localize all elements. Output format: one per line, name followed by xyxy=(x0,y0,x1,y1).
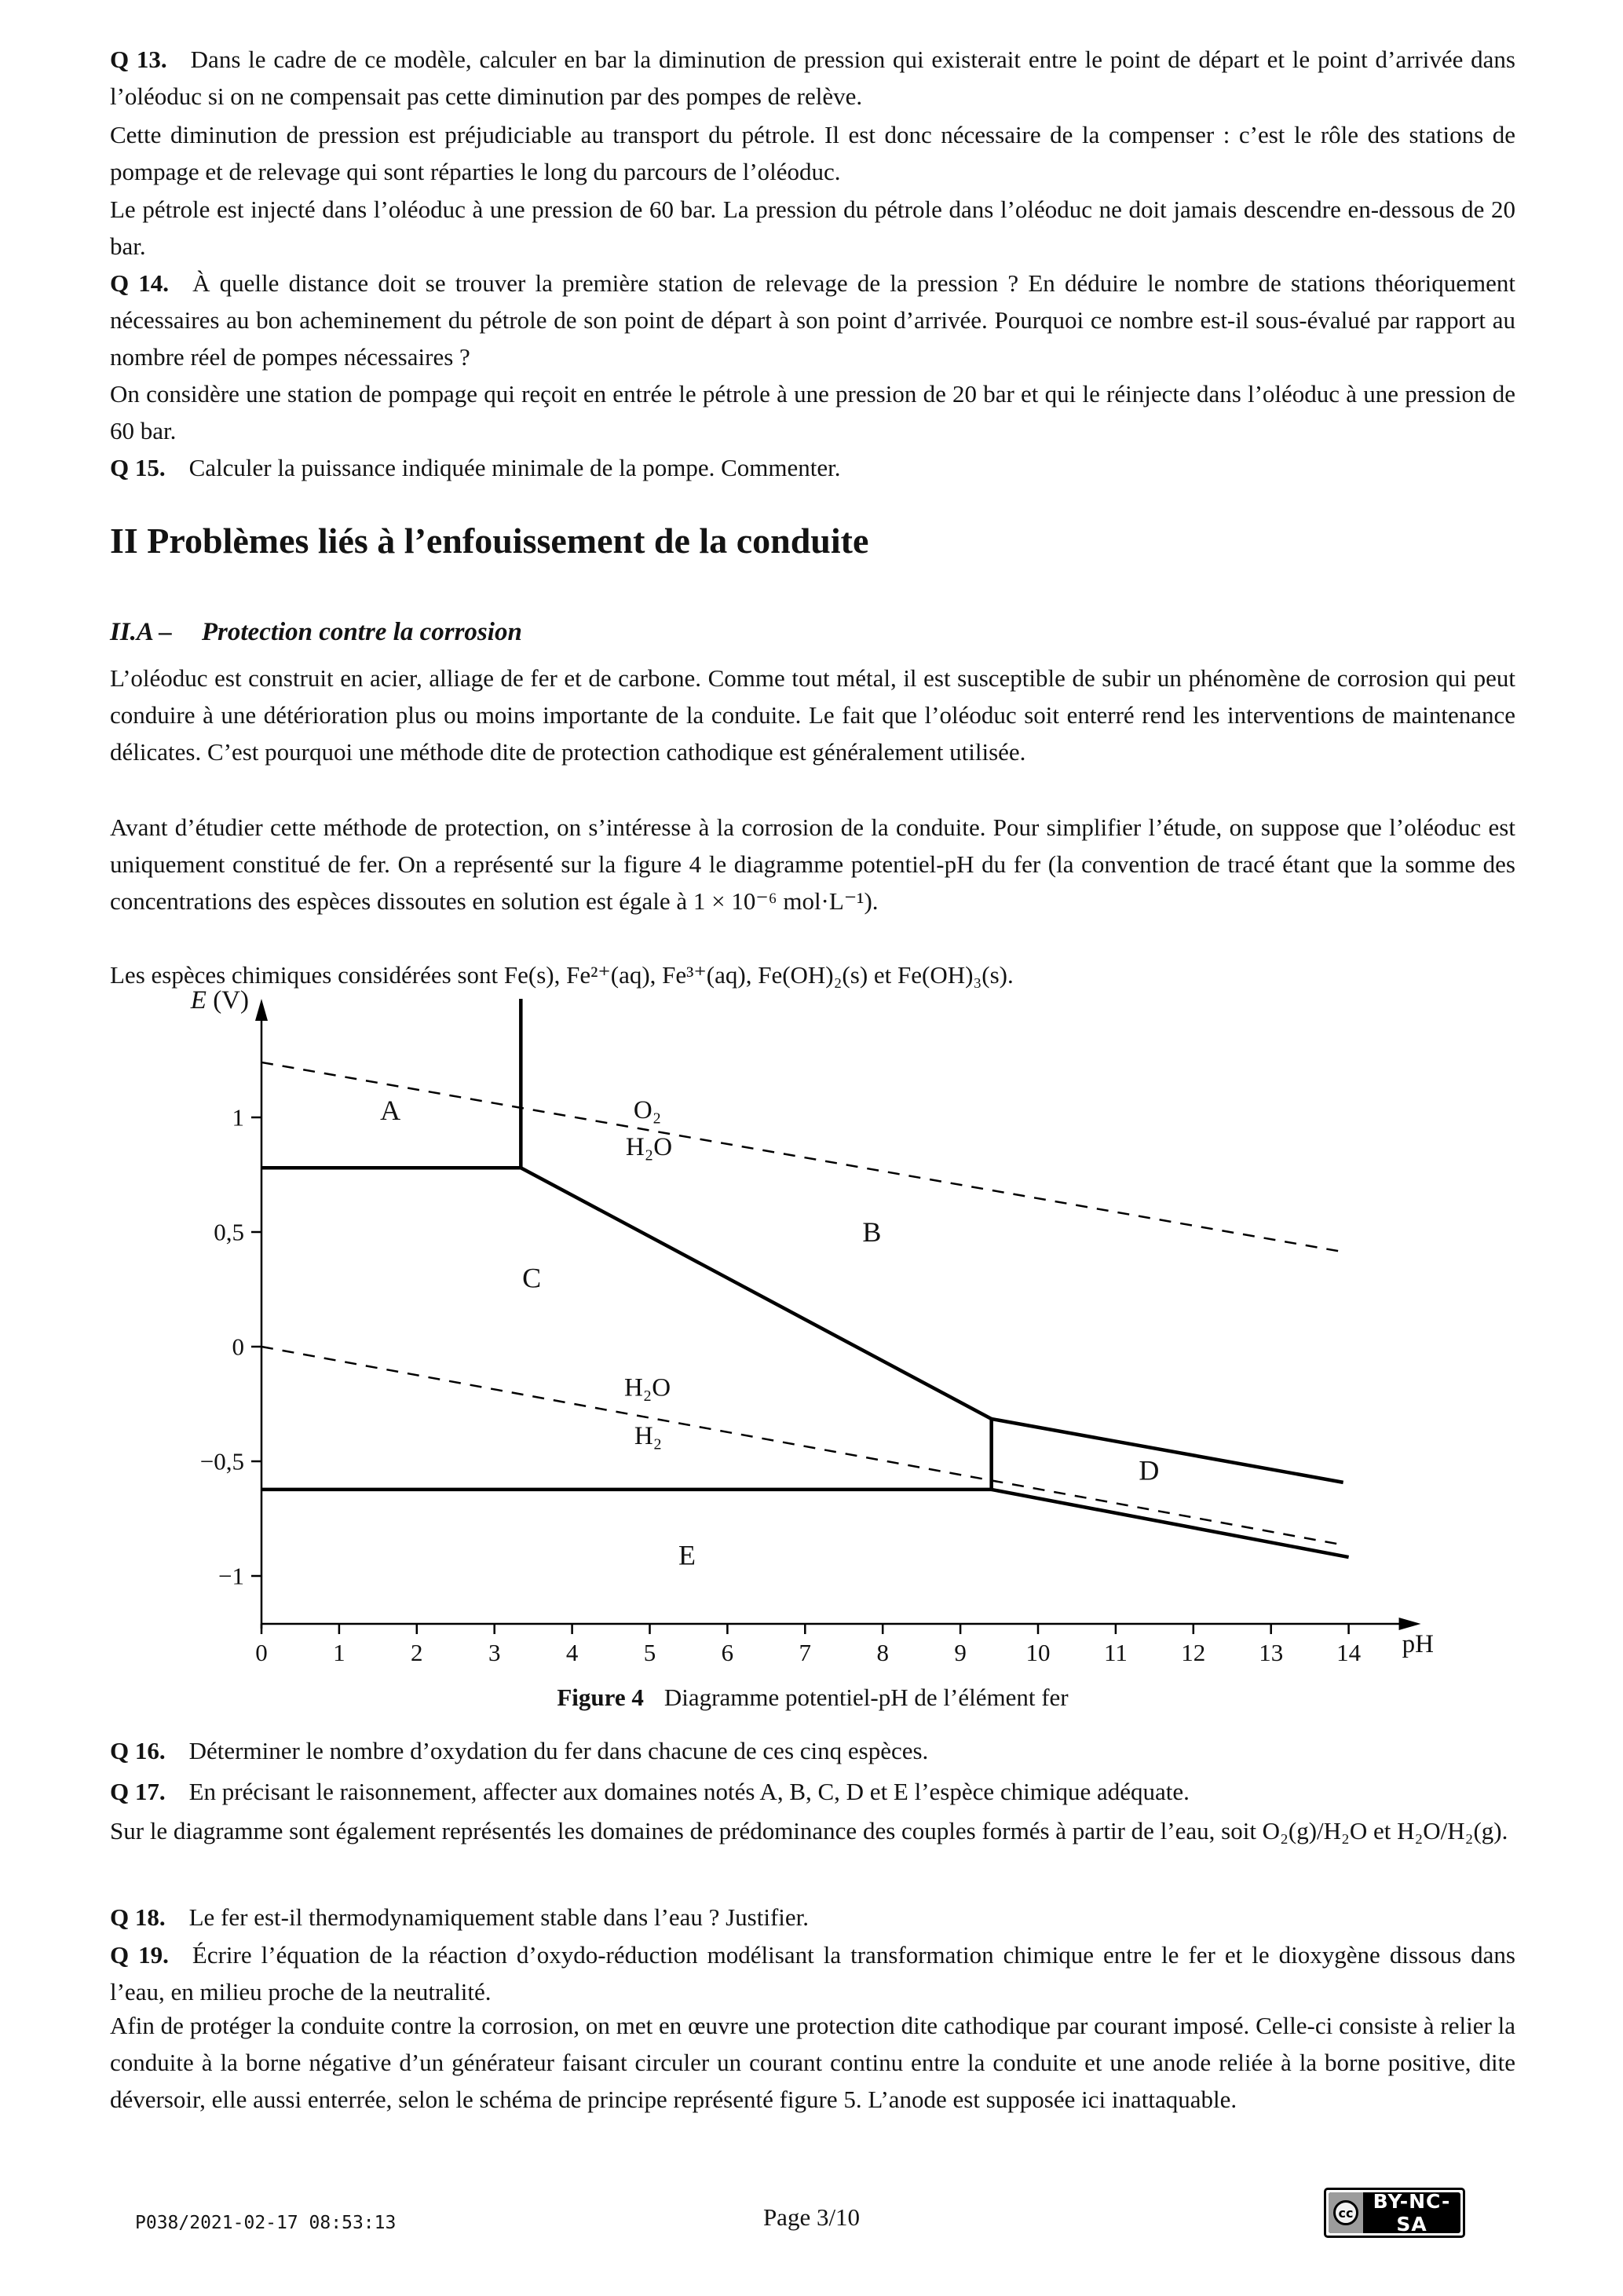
couple-label: H₂O xyxy=(625,1132,673,1161)
cc-license-label: BY-NC-SA xyxy=(1373,2192,1451,2233)
x-tick-label: 1 xyxy=(333,1639,345,1667)
region-label-C: C xyxy=(522,1262,542,1294)
paragraph-diagramme-intro: Avant d’étudier cette méthode de protection, on s’intéresse à la corrosion de la conduite. Pour simplifier l’étude, on suppose que l’oléoduc est uniquement constitué de fer. On a représenté sur la figure 4 le diagramme potentiel-pH du fer (la convention de tracé étant que la somme des concentrations des espèces dissoutes en solution est égale à 1 × 10⁻⁶ mol·L⁻¹). xyxy=(110,813,1515,915)
paragraph-especes-chimiques: Les espèces chimiques considérées sont Fe(s), Fe²⁺(aq), Fe³⁺(aq), Fe(OH)₂(s) et Fe(OH)₃(s). xyxy=(110,961,1014,989)
region-label-A: A xyxy=(380,1095,401,1127)
question-q13-label: Q 13. xyxy=(110,46,167,73)
paragraph-station-pompage: On considère une station de pompage qui reçoit en entrée le pétrole à une pression de 20 bar et qui le réinjecte dans l’oléoduc à une pression de 60 bar. xyxy=(110,380,1515,444)
boundary-Fe(OH)3/Fe(OH)2 xyxy=(992,1419,1343,1483)
x-tick-label: 12 xyxy=(1181,1639,1206,1667)
paragraph-domaines-eau: Sur le diagramme sont également représentés les domaines de prédominance des couples formés à partir de l’eau, soit O₂(g)/H₂O et H₂O/H₂(g). xyxy=(110,1817,1508,1844)
question-q17 xyxy=(110,1773,1515,1810)
x-axis-label: pH xyxy=(1402,1630,1434,1659)
creative-commons-icon: cc xyxy=(1333,2200,1358,2225)
boundary-Fe(OH)3/Fe2+ xyxy=(521,1168,991,1419)
question-q16-text: Déterminer le nombre d’oxydation du fer dans chacune de ces cinq espèces. xyxy=(188,1737,929,1764)
question-q13-text: Dans le cadre de ce modèle, calculer en bar la diminution de pression qui existerait entre le point de départ et le point d’arrivée dans l’oléoduc si on ne compensait pas cette diminution par des pompes de relève. xyxy=(110,46,1515,110)
y-tick-label: 0 xyxy=(232,1333,244,1361)
question-q13 xyxy=(110,41,1515,115)
paragraph-protection-cathodique: Afin de protéger la conduite contre la corrosion, on met en œuvre une protection dite cathodique par courant imposé. Celle-ci consiste à relier la conduite à la borne négative d’un générateur faisant circuler un courant continu entre la conduite et une anode reliée à la borne positive, dite déversoir, elle aussi enterrée, selon le schéma de principe représenté figure 5. L’anode est supposée ici inattaquable. xyxy=(110,2012,1515,2113)
boundary-H2O/H2-water-line xyxy=(261,1347,1345,1545)
question-q15-text: Calculer la puissance indiquée minimale de la pompe. Commenter. xyxy=(188,454,841,481)
y-axis-arrow xyxy=(255,999,268,1021)
couple-label: H₂O xyxy=(623,1373,671,1402)
figure-caption-label: Figure 4 xyxy=(557,1684,644,1711)
couple-label: H₂ xyxy=(634,1421,663,1450)
x-tick-label: 6 xyxy=(721,1639,734,1667)
subsection-text: Protection contre la corrosion xyxy=(201,618,522,646)
question-q18 xyxy=(110,1899,1515,1936)
x-tick-label: 11 xyxy=(1103,1639,1128,1667)
question-q17-label: Q 17. xyxy=(110,1778,166,1805)
x-tick-label: 14 xyxy=(1336,1639,1362,1667)
region-label-B: B xyxy=(862,1216,882,1248)
question-q18-text: Le fer est-il thermodynamiquement stable dans l’eau ? Justifier. xyxy=(188,1903,810,1931)
section-title: II Problèmes liés à l’enfouissement de la conduite xyxy=(110,521,869,561)
subsection-number: II.A – xyxy=(110,618,172,646)
couple-label: O₂ xyxy=(633,1096,662,1125)
potential-ph-diagram xyxy=(0,974,1623,1673)
question-q19-label: Q 19. xyxy=(110,1941,169,1969)
paragraph-pression-injection: Le pétrole est injecté dans l’oléoduc à une pression de 60 bar. La pression du pétrole dans l’oléoduc ne doit jamais descendre en-dessous de 20 bar. xyxy=(110,196,1515,260)
question-q14-text: À quelle distance doit se trouver la première station de relevage de la pression ? En déduire le nombre de stations théoriquement nécessaires au bon acheminement du pétrole de son point de départ à son point d’arrivée. Pourquoi ce nombre est-il sous-évalué par rapport au nombre réel de pompes nécessaires ? xyxy=(110,269,1515,371)
x-axis-arrow xyxy=(1399,1618,1421,1630)
y-tick-label: 1 xyxy=(232,1103,244,1132)
question-q16-label: Q 16. xyxy=(110,1737,166,1764)
cc-logo-background xyxy=(1329,2192,1363,2233)
y-tick-label: −1 xyxy=(218,1562,244,1590)
region-label-E: E xyxy=(678,1539,696,1571)
question-q18-label: Q 18. xyxy=(110,1903,166,1931)
subsection-title xyxy=(110,614,1515,651)
y-axis-label: E (V) xyxy=(190,986,249,1015)
x-tick-label: 13 xyxy=(1259,1639,1284,1667)
x-tick-label: 4 xyxy=(565,1639,579,1667)
question-q15-label: Q 15. xyxy=(110,454,166,481)
figure-caption-text: Diagramme potentiel-pH de l’élément fer xyxy=(663,1684,1069,1711)
x-tick-label: 2 xyxy=(411,1639,423,1667)
paragraph-corrosion-intro: L’oléoduc est construit en acier, alliage de fer et de carbone. Comme tout métal, il est susceptible de subir un phénomène de corrosion qui peut conduire à une détérioration plus ou moins importante de la conduite. Le fait que l’oléoduc soit enterré rend les interventions de maintenance délicates. C’est pourquoi une méthode dite de protection cathodique est généralement utilisée. xyxy=(110,664,1515,766)
question-q14 xyxy=(110,265,1515,375)
question-q14-label: Q 14. xyxy=(110,269,170,297)
boundary-Fe(OH)2/Fe xyxy=(992,1490,1349,1557)
y-tick-label: 0,5 xyxy=(214,1218,244,1246)
region-label-D: D xyxy=(1139,1454,1160,1486)
question-q19 xyxy=(110,1936,1515,2010)
question-q16 xyxy=(110,1732,1515,1769)
footer-document-id: P038/2021-02-17 08:53:13 xyxy=(135,2213,397,2233)
question-q17-text: En précisant le raisonnement, affecter aux domaines notés A, B, C, D et E l’espèce chimique adéquate. xyxy=(188,1778,1190,1805)
footer-page-number: Page 3/10 xyxy=(762,2203,861,2231)
figure-caption xyxy=(110,1679,1515,1716)
cc-license-badge-inner xyxy=(1329,2192,1460,2233)
x-tick-label: 10 xyxy=(1025,1639,1051,1667)
x-tick-label: 7 xyxy=(799,1639,812,1667)
boundary-O2/H2O-water-line xyxy=(261,1062,1347,1252)
cc-license-badge xyxy=(1324,2188,1465,2238)
paragraph-compensation: Cette diminution de pression est préjudiciable au transport du pétrole. Il est donc nécessaire de la compenser : c’est le rôle des stations de pompage et de relevage qui sont réparties le long du parcours de l’oléoduc. xyxy=(110,121,1515,185)
y-tick-label: −0,5 xyxy=(199,1447,244,1475)
x-tick-label: 0 xyxy=(255,1639,268,1667)
question-q19-text: Écrire l’équation de la réaction d’oxydo-réduction modélisant la transformation chimique entre le fer et le dioxygène dissous dans l’eau, en milieu proche de la neutralité. xyxy=(110,1941,1515,2005)
x-tick-label: 3 xyxy=(488,1639,501,1667)
x-tick-label: 8 xyxy=(876,1639,889,1667)
x-tick-label: 5 xyxy=(643,1639,656,1667)
x-tick-label: 9 xyxy=(954,1639,967,1667)
figure-4 xyxy=(0,974,1623,1673)
question-q15 xyxy=(110,449,1515,486)
